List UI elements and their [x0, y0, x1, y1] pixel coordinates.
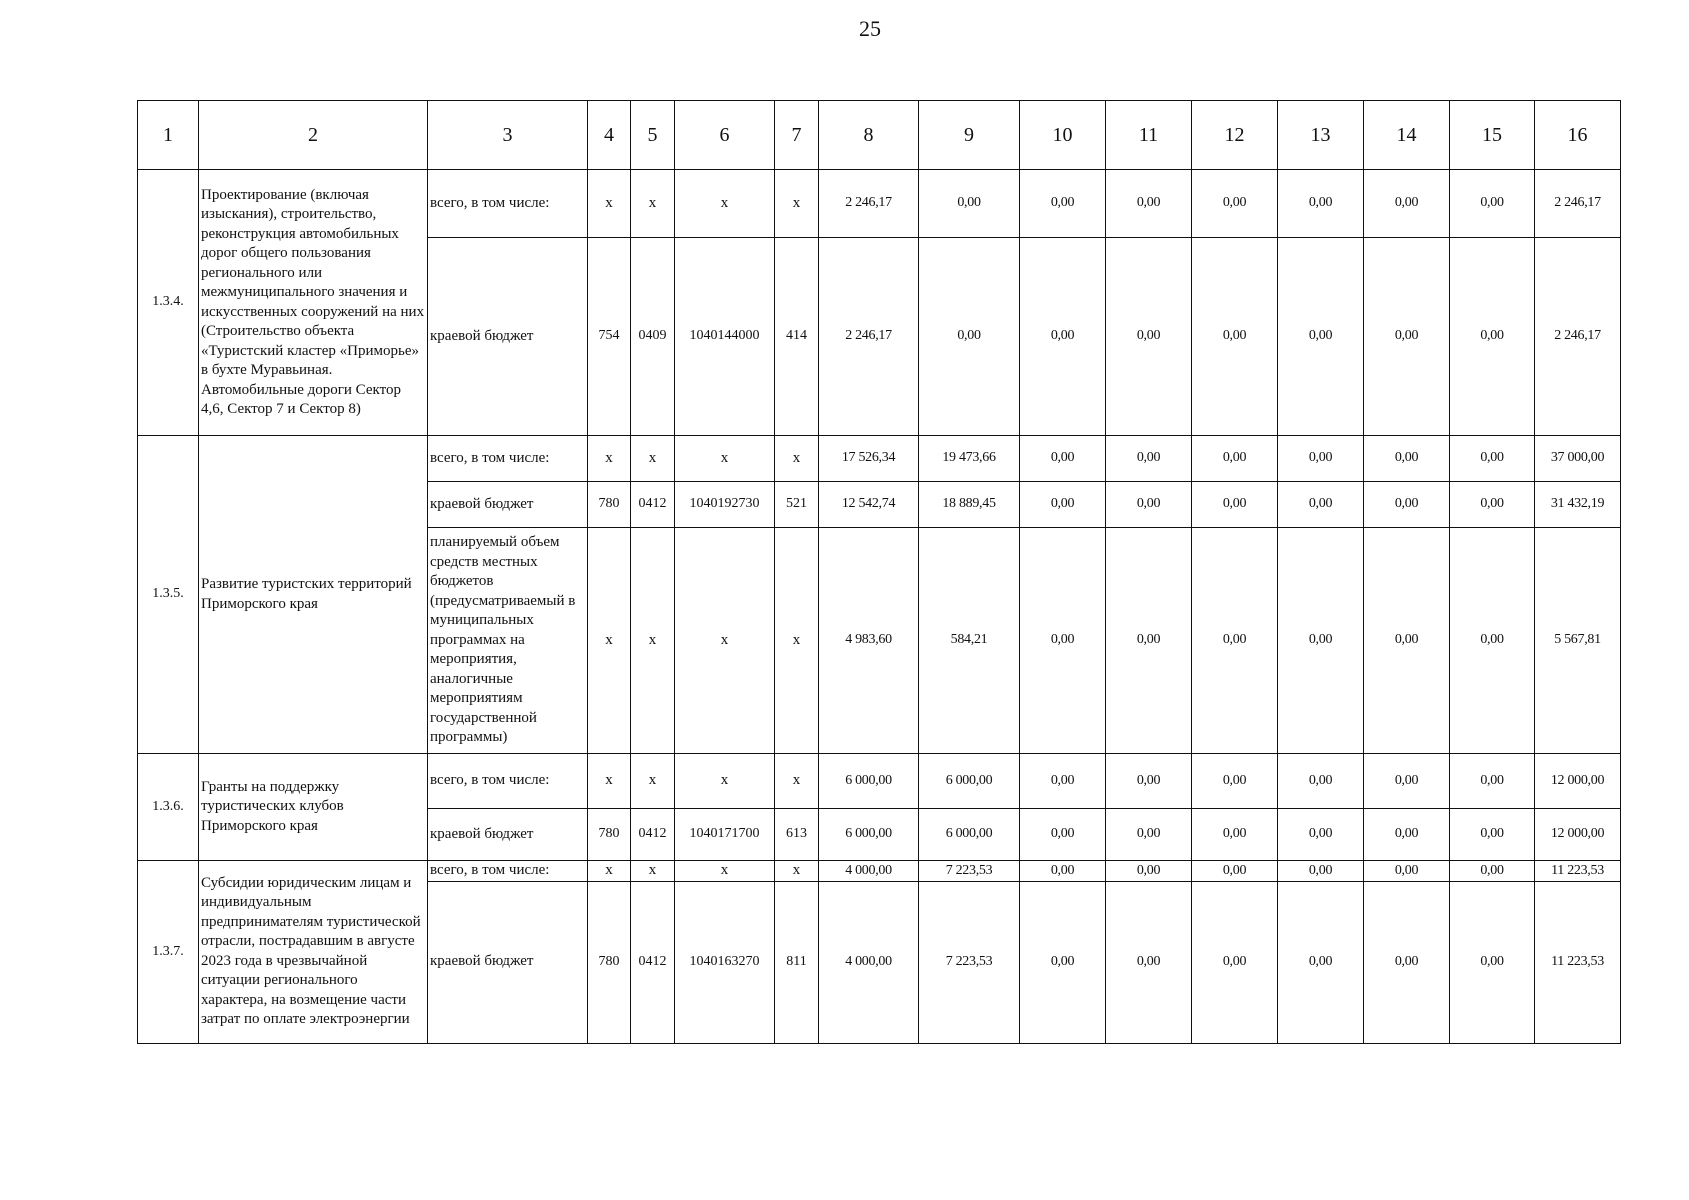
cell-c15: 0,00	[1450, 809, 1535, 861]
cell-c5: 0412	[631, 881, 675, 1043]
col-header-11: 11	[1106, 101, 1192, 170]
cell-c12: 0,00	[1192, 170, 1278, 238]
cell-c13: 0,00	[1278, 482, 1364, 528]
cell-c4: 754	[588, 238, 631, 436]
table-row	[138, 861, 1621, 882]
cell-c4: 780	[588, 809, 631, 861]
cell-c10: 0,00	[1020, 170, 1106, 238]
cell-c7: x	[775, 170, 819, 238]
cell-c11: 0,00	[1106, 881, 1192, 1043]
cell-c8: 17 526,34	[819, 436, 919, 482]
cell-c11: 0,00	[1106, 528, 1192, 754]
cell-c5: x	[631, 528, 675, 754]
cell-c6: 1040163270	[675, 881, 775, 1043]
cell-c14: 0,00	[1364, 754, 1450, 809]
cell-c13: 0,00	[1278, 436, 1364, 482]
cell-c7: 521	[775, 482, 819, 528]
item-name: Гранты на поддержку туристических клубов Приморского края	[199, 754, 428, 861]
cell-c16: 2 246,17	[1535, 238, 1621, 436]
cell-c15: 0,00	[1450, 482, 1535, 528]
cell-c9: 7 223,53	[919, 881, 1020, 1043]
cell-c10: 0,00	[1020, 809, 1106, 861]
cell-c8: 12 542,74	[819, 482, 919, 528]
cell-c13: 0,00	[1278, 238, 1364, 436]
cell-c11: 0,00	[1106, 170, 1192, 238]
cell-c12: 0,00	[1192, 436, 1278, 482]
cell-c6: 1040171700	[675, 809, 775, 861]
cell-c6: x	[675, 754, 775, 809]
cell-c5: 0409	[631, 238, 675, 436]
cell-c4: x	[588, 861, 631, 882]
cell-c10: 0,00	[1020, 861, 1106, 882]
cell-c16: 12 000,00	[1535, 809, 1621, 861]
cell-c7: 613	[775, 809, 819, 861]
col-header-5: 5	[631, 101, 675, 170]
cell-c5: x	[631, 436, 675, 482]
cell-c5: x	[631, 754, 675, 809]
cell-c10: 0,00	[1020, 482, 1106, 528]
cell-c5: 0412	[631, 482, 675, 528]
cell-c9: 584,21	[919, 528, 1020, 754]
cell-c11: 0,00	[1106, 809, 1192, 861]
cell-c13: 0,00	[1278, 861, 1364, 882]
cell-c7: 414	[775, 238, 819, 436]
funding-source: всего, в том числе:	[428, 436, 588, 482]
cell-c12: 0,00	[1192, 881, 1278, 1043]
item-number: 1.3.4.	[138, 170, 199, 436]
cell-c8: 6 000,00	[819, 754, 919, 809]
cell-c6: x	[675, 170, 775, 238]
cell-c13: 0,00	[1278, 170, 1364, 238]
cell-c12: 0,00	[1192, 754, 1278, 809]
cell-c4: x	[588, 436, 631, 482]
cell-c7: 811	[775, 881, 819, 1043]
col-header-9: 9	[919, 101, 1020, 170]
cell-c15: 0,00	[1450, 436, 1535, 482]
cell-c15: 0,00	[1450, 238, 1535, 436]
table-row	[138, 754, 1621, 809]
col-header-4: 4	[588, 101, 631, 170]
cell-c4: x	[588, 754, 631, 809]
cell-c14: 0,00	[1364, 170, 1450, 238]
cell-c5: x	[631, 170, 675, 238]
cell-c5: x	[631, 861, 675, 882]
cell-c15: 0,00	[1450, 861, 1535, 882]
cell-c7: x	[775, 528, 819, 754]
col-header-12: 12	[1192, 101, 1278, 170]
funding-source: краевой бюджет	[428, 881, 588, 1043]
cell-c15: 0,00	[1450, 170, 1535, 238]
cell-c11: 0,00	[1106, 861, 1192, 882]
col-header-7: 7	[775, 101, 819, 170]
cell-c12: 0,00	[1192, 528, 1278, 754]
cell-c12: 0,00	[1192, 482, 1278, 528]
cell-c4: x	[588, 170, 631, 238]
cell-c11: 0,00	[1106, 436, 1192, 482]
cell-c10: 0,00	[1020, 754, 1106, 809]
funding-source: всего, в том числе:	[428, 170, 588, 238]
cell-c6: x	[675, 861, 775, 882]
col-header-8: 8	[819, 101, 919, 170]
item-name: Развитие туристских территорий Приморского края	[199, 436, 428, 754]
col-header-15: 15	[1450, 101, 1535, 170]
funding-source: краевой бюджет	[428, 809, 588, 861]
cell-c11: 0,00	[1106, 754, 1192, 809]
cell-c10: 0,00	[1020, 436, 1106, 482]
funding-source: краевой бюджет	[428, 238, 588, 436]
cell-c13: 0,00	[1278, 809, 1364, 861]
table-row	[138, 170, 1621, 238]
col-header-10: 10	[1020, 101, 1106, 170]
cell-c14: 0,00	[1364, 881, 1450, 1043]
cell-c9: 0,00	[919, 238, 1020, 436]
col-header-3: 3	[428, 101, 588, 170]
cell-c8: 6 000,00	[819, 809, 919, 861]
cell-c9: 7 223,53	[919, 861, 1020, 882]
col-header-2: 2	[199, 101, 428, 170]
cell-c4: x	[588, 528, 631, 754]
cell-c6: x	[675, 528, 775, 754]
item-number: 1.3.5.	[138, 436, 199, 754]
cell-c7: x	[775, 861, 819, 882]
funding-source: планируемый объем средств местных бюджетов (предусматриваемый в муниципальных программах на мероприятия, аналогичные мероприятиям государственной программы)	[428, 528, 588, 754]
cell-c13: 0,00	[1278, 528, 1364, 754]
cell-c10: 0,00	[1020, 238, 1106, 436]
budget-table	[137, 100, 1621, 1044]
cell-c8: 2 246,17	[819, 238, 919, 436]
cell-c10: 0,00	[1020, 881, 1106, 1043]
cell-c15: 0,00	[1450, 881, 1535, 1043]
cell-c9: 6 000,00	[919, 754, 1020, 809]
table-row	[138, 436, 1621, 482]
cell-c13: 0,00	[1278, 754, 1364, 809]
cell-c9: 0,00	[919, 170, 1020, 238]
funding-source: краевой бюджет	[428, 482, 588, 528]
cell-c12: 0,00	[1192, 238, 1278, 436]
col-header-1: 1	[138, 101, 199, 170]
cell-c10: 0,00	[1020, 528, 1106, 754]
cell-c16: 5 567,81	[1535, 528, 1621, 754]
cell-c8: 4 000,00	[819, 881, 919, 1043]
cell-c14: 0,00	[1364, 528, 1450, 754]
column-number-header	[138, 101, 1621, 170]
cell-c16: 37 000,00	[1535, 436, 1621, 482]
cell-c12: 0,00	[1192, 809, 1278, 861]
cell-c7: x	[775, 436, 819, 482]
cell-c14: 0,00	[1364, 861, 1450, 882]
col-header-13: 13	[1278, 101, 1364, 170]
item-name: Субсидии юридическим лицам и индивидуальным предпринимателям туристической отрасли, пострадавшим в августе 2023 года в чрезвычайной ситуации регионального характера, на возмещение части затрат по оплате электроэнергии	[199, 861, 428, 1044]
cell-c5: 0412	[631, 809, 675, 861]
cell-c6: 1040144000	[675, 238, 775, 436]
cell-c16: 31 432,19	[1535, 482, 1621, 528]
cell-c11: 0,00	[1106, 238, 1192, 436]
col-header-16: 16	[1535, 101, 1621, 170]
funding-source: всего, в том числе:	[428, 754, 588, 809]
item-number: 1.3.7.	[138, 861, 199, 1044]
item-number: 1.3.6.	[138, 754, 199, 861]
cell-c11: 0,00	[1106, 482, 1192, 528]
col-header-14: 14	[1364, 101, 1450, 170]
cell-c4: 780	[588, 881, 631, 1043]
cell-c9: 19 473,66	[919, 436, 1020, 482]
cell-c16: 12 000,00	[1535, 754, 1621, 809]
funding-source: всего, в том числе:	[428, 861, 588, 882]
cell-c15: 0,00	[1450, 754, 1535, 809]
cell-c14: 0,00	[1364, 238, 1450, 436]
cell-c6: x	[675, 436, 775, 482]
cell-c14: 0,00	[1364, 436, 1450, 482]
cell-c15: 0,00	[1450, 528, 1535, 754]
cell-c8: 4 000,00	[819, 861, 919, 882]
cell-c8: 4 983,60	[819, 528, 919, 754]
cell-c14: 0,00	[1364, 482, 1450, 528]
col-header-6: 6	[675, 101, 775, 170]
cell-c6: 1040192730	[675, 482, 775, 528]
cell-c14: 0,00	[1364, 809, 1450, 861]
cell-c7: x	[775, 754, 819, 809]
page-number: 25	[859, 16, 881, 41]
cell-c16: 11 223,53	[1535, 881, 1621, 1043]
cell-c16: 11 223,53	[1535, 861, 1621, 882]
cell-c16: 2 246,17	[1535, 170, 1621, 238]
cell-c13: 0,00	[1278, 881, 1364, 1043]
cell-c9: 6 000,00	[919, 809, 1020, 861]
cell-c12: 0,00	[1192, 861, 1278, 882]
item-name: Проектирование (включая изыскания), строительство, реконструкция автомобильных дорог общего пользования регионального или межмуниципального значения и искусственных сооружений на них (Строительство объекта «Туристский кластер «Приморье» в бухте Муравьиная. Автомобильные дороги Сектор 4,6, Сектор 7 и Сектор 8)	[199, 170, 428, 436]
cell-c4: 780	[588, 482, 631, 528]
cell-c8: 2 246,17	[819, 170, 919, 238]
cell-c9: 18 889,45	[919, 482, 1020, 528]
